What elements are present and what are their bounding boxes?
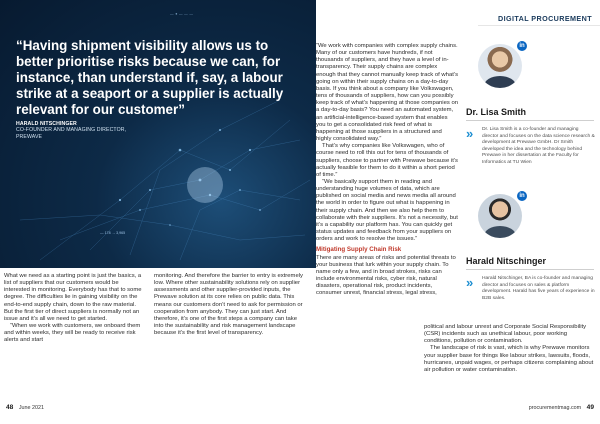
- pull-quote: “Having shipment visibility allows us to better prioritise risks because we can, for instance, than understand if, say, a labour strike at a seaport or a supplier is actually relevant for our customer”: [16, 38, 284, 117]
- bio-text: Dr. Lisa Smith is a co-founder and managing director and focuses on the data science research & development at Prewave GmbH. Dr Smith developed the idea and the technology behind Prewave in her dissertation at the Faculty for Informatics at TU Wien: [482, 127, 595, 165]
- paragraph: monitoring. And therefore the barrier to entry is extremely low. Where other sustainability solutions rely on supplier assessments and other supplier-provided inputs, the Prewave solution at its core relies on public data. This means our customers don’t need to ask for permission or cooperation from anybody. They can just start. And therefore, it’s one of the first steps a company can take into the sustainability and risk management landscape because it’s the first level of transparency.: [154, 273, 303, 337]
- chevron-right-icon: »: [466, 275, 474, 290]
- article-column-2: [154, 273, 308, 337]
- map-data-label: — 178 → 3,965: [100, 231, 126, 235]
- bio-text: Harald Nitschinger, BA is co-founder and managing director and focuses on sales & platform development. Harald has five years of experience in B2B sales.: [482, 276, 595, 301]
- divider: [466, 120, 594, 121]
- article-column-4: [424, 324, 594, 374]
- section-tag: DIGITAL PROCUREMENT: [478, 12, 600, 26]
- footer-left: [6, 404, 44, 411]
- article-column-3: [316, 43, 458, 297]
- linkedin-icon[interactable]: in: [517, 191, 527, 201]
- issue-date: June 2021: [18, 405, 45, 411]
- avatar: [478, 44, 522, 88]
- paragraph: There are many areas of risks and potential threats to your business that lurk within your supply chain. To name only a few, and in broad strokes, risks can include environmental risks, cyber risk, natural disasters, operational risk, product incidents, consumer unrest, financial stress, legal stress,: [316, 254, 456, 297]
- paragraph: That’s why companies like Volkswagen, who of course need to roll this out for tens of thousands of suppliers, choose to partner with Prewave because it’s actually feasible for them to do it within a short period of time.”: [316, 143, 458, 178]
- page-number: 49: [586, 404, 594, 411]
- bio-name: Harald Nitschinger: [466, 256, 547, 266]
- section-subheading: Mitigating Supply Chain Risk: [316, 246, 402, 254]
- footer-right: [529, 404, 594, 411]
- quote-author-company: PREWAVE: [16, 133, 43, 140]
- hero-top-label: — ● — — —: [170, 12, 194, 16]
- divider: [466, 269, 594, 270]
- paragraph: “We work with companies with complex supply chains. Many of our customers have hundreds, if not thousands of suppliers, and they have a level of in-transparency. Their supply chains are complex enough that they cannot manually keep track of what’s going on within their supply chains on a day-to-day basis. If you think about a company like Volkswagen, tens of thousands of suppliers, how can you possibly keep track of what’s happening at those companies on a day-to-day basis? You need an automated system, an artificial-intelligence-based system that enables you to get a consolidated risk feed of what is happening at those suppliers in a structured and highly consolidated way.”: [316, 43, 459, 143]
- paragraph: “When we work with customers, we onboard them and within weeks, they will be ready to receive risk alerts and start: [4, 323, 141, 344]
- paragraph: What we need as a starting point is just the basics, a list of suppliers that our customers would be interested in monitoring. Everybody has that to some degree. The difficulties lie in gaining visibility on the end-to-end supply chain, down to the raw material. But the first tier of direct suppliers is normally not an issue and it’s all we need to get started.: [4, 273, 142, 322]
- chevron-right-icon: »: [466, 126, 474, 141]
- linkedin-icon[interactable]: in: [517, 41, 527, 51]
- hero-image: [0, 0, 316, 268]
- quote-attribution: [16, 121, 126, 140]
- avatar: [478, 194, 522, 238]
- page-number: 48: [6, 404, 14, 411]
- quote-author-name: HARALD NITSCHINGER: [16, 121, 77, 127]
- bio-name: Dr. Lisa Smith: [466, 107, 527, 117]
- paragraph: The landscape of risk is vast, which is why Prewave monitors your supplier base for things like labour strikes, lawsuits, floods, hurricanes, unpaid wages, or perhaps citizens complaining about air pollution or water contamination.: [424, 345, 594, 373]
- article-column-1: [4, 273, 144, 345]
- paragraph: “We basically support them in reading and understanding huge volumes of data, which are published on social media and news media all around the world in order to figure out what is happening in their supply chain. And then we also help them to collaborate with their suppliers. It’s not a necessity, but it’s a capability our platform has. You can quickly get status updates and feedback from your suppliers on orders and work to resolve the issues.”: [316, 178, 458, 243]
- quote-author-role: CO-FOUNDER AND MANAGING DIRECTOR,: [16, 127, 127, 134]
- site-name[interactable]: procurementmag.com: [528, 405, 582, 411]
- paragraph: political and labour unrest and Corporate Social Responsibility (CSR) incidents such as unethical labour, poor working conditions, pollution or contamination.: [424, 324, 587, 345]
